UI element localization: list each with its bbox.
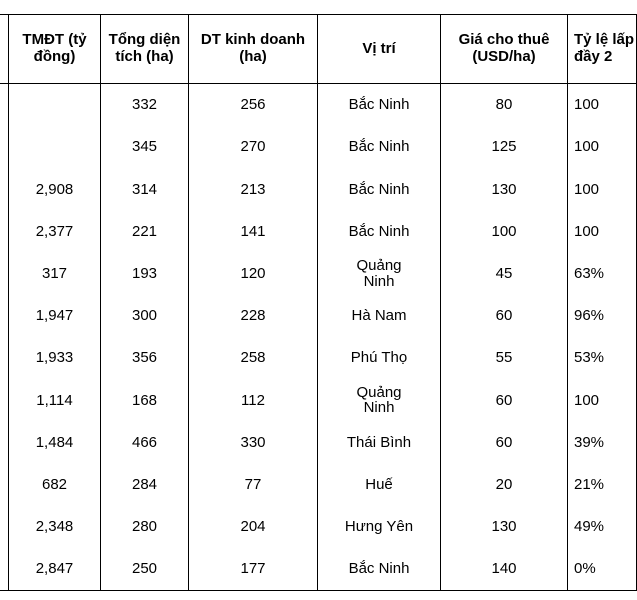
rent-price-cell: 125 [441,126,568,168]
table-row [0,126,637,168]
investment-cell: 1,114 [9,379,101,421]
total-area-cell: 193 [101,253,189,295]
header-investment: TMĐT (tỷ đồng) [9,15,101,84]
table-row [0,211,637,253]
location-cell: Quảng Ninh [318,379,441,421]
business-area-cell: 330 [189,422,318,464]
business-area-cell: 77 [189,464,318,506]
occupancy-cell: 100 [568,126,637,168]
header-total-area: Tổng diện tích (ha) [101,15,189,84]
location-cell: Phú Thọ [318,337,441,379]
rent-price-cell: 130 [441,168,568,210]
blank-cell [0,548,9,591]
occupancy-cell: 96% [568,295,637,337]
blank-cell [0,126,9,168]
business-area-cell: 177 [189,548,318,591]
rent-price-cell: 60 [441,422,568,464]
table-row [0,84,637,127]
rent-price-cell: 130 [441,506,568,548]
total-area-cell: 168 [101,379,189,421]
investment-cell: 1,947 [9,295,101,337]
total-area-cell: 280 [101,506,189,548]
blank-cell [0,168,9,210]
total-area-cell: 466 [101,422,189,464]
occupancy-cell: 100 [568,379,637,421]
total-area-cell: 221 [101,211,189,253]
investment-cell: 2,908 [9,168,101,210]
industrial-park-table [0,14,637,591]
occupancy-cell: 0% [568,548,637,591]
investment-cell: 317 [9,253,101,295]
table-row [0,337,637,379]
location-cell: Bắc Ninh [318,168,441,210]
total-area-cell: 345 [101,126,189,168]
total-area-cell: 284 [101,464,189,506]
table-row [0,422,637,464]
location-cell: Thái Bình [318,422,441,464]
table-row [0,548,637,591]
rent-price-cell: 55 [441,337,568,379]
header-rent-price: Giá cho thuê (USD/ha) [441,15,568,84]
investment-cell: 2,348 [9,506,101,548]
business-area-cell: 270 [189,126,318,168]
location-cell: Bắc Ninh [318,548,441,591]
investment-cell: 2,377 [9,211,101,253]
occupancy-cell: 21% [568,464,637,506]
investment-cell: 1,933 [9,337,101,379]
table-row [0,295,637,337]
rent-price-cell: 140 [441,548,568,591]
blank-cell [0,337,9,379]
header-row [0,15,637,84]
location-cell: Hưng Yên [318,506,441,548]
table-row [0,464,637,506]
rent-price-cell: 60 [441,379,568,421]
total-area-cell: 250 [101,548,189,591]
investment-cell [9,84,101,127]
rent-price-cell: 45 [441,253,568,295]
business-area-cell: 120 [189,253,318,295]
total-area-cell: 300 [101,295,189,337]
investment-cell: 682 [9,464,101,506]
business-area-cell: 228 [189,295,318,337]
blank-cell [0,422,9,464]
occupancy-cell: 100 [568,168,637,210]
business-area-cell: 256 [189,84,318,127]
rent-price-cell: 100 [441,211,568,253]
blank-cell [0,211,9,253]
business-area-cell: 204 [189,506,318,548]
location-cell: Hà Nam [318,295,441,337]
table-row [0,379,637,421]
location-cell: Bắc Ninh [318,211,441,253]
table-row [0,168,637,210]
rent-price-cell: 80 [441,84,568,127]
rent-price-cell: 60 [441,295,568,337]
occupancy-cell: 100 [568,84,637,127]
occupancy-cell: 49% [568,506,637,548]
header-business-area: DT kinh doanh (ha) [189,15,318,84]
total-area-cell: 314 [101,168,189,210]
header-location: Vị trí [318,15,441,84]
business-area-cell: 141 [189,211,318,253]
total-area-cell: 332 [101,84,189,127]
table-row [0,253,637,295]
blank-cell [0,253,9,295]
location-cell: Huế [318,464,441,506]
blank-cell [0,379,9,421]
business-area-cell: 258 [189,337,318,379]
blank-cell [0,506,9,548]
table-row [0,506,637,548]
occupancy-cell: 100 [568,211,637,253]
blank-cell [0,295,9,337]
blank-cell [0,84,9,127]
blank-cell [0,464,9,506]
header-cell-blank [0,15,9,84]
rent-price-cell: 20 [441,464,568,506]
investment-cell [9,126,101,168]
occupancy-cell: 63% [568,253,637,295]
business-area-cell: 112 [189,379,318,421]
business-area-cell: 213 [189,168,318,210]
location-cell: Bắc Ninh [318,84,441,127]
header-occupancy: Tỷ lệ lấp đầy 2 [568,15,637,84]
occupancy-cell: 53% [568,337,637,379]
investment-cell: 1,484 [9,422,101,464]
occupancy-cell: 39% [568,422,637,464]
investment-cell: 2,847 [9,548,101,591]
total-area-cell: 356 [101,337,189,379]
location-cell: Quảng Ninh [318,253,441,295]
location-cell: Bắc Ninh [318,126,441,168]
